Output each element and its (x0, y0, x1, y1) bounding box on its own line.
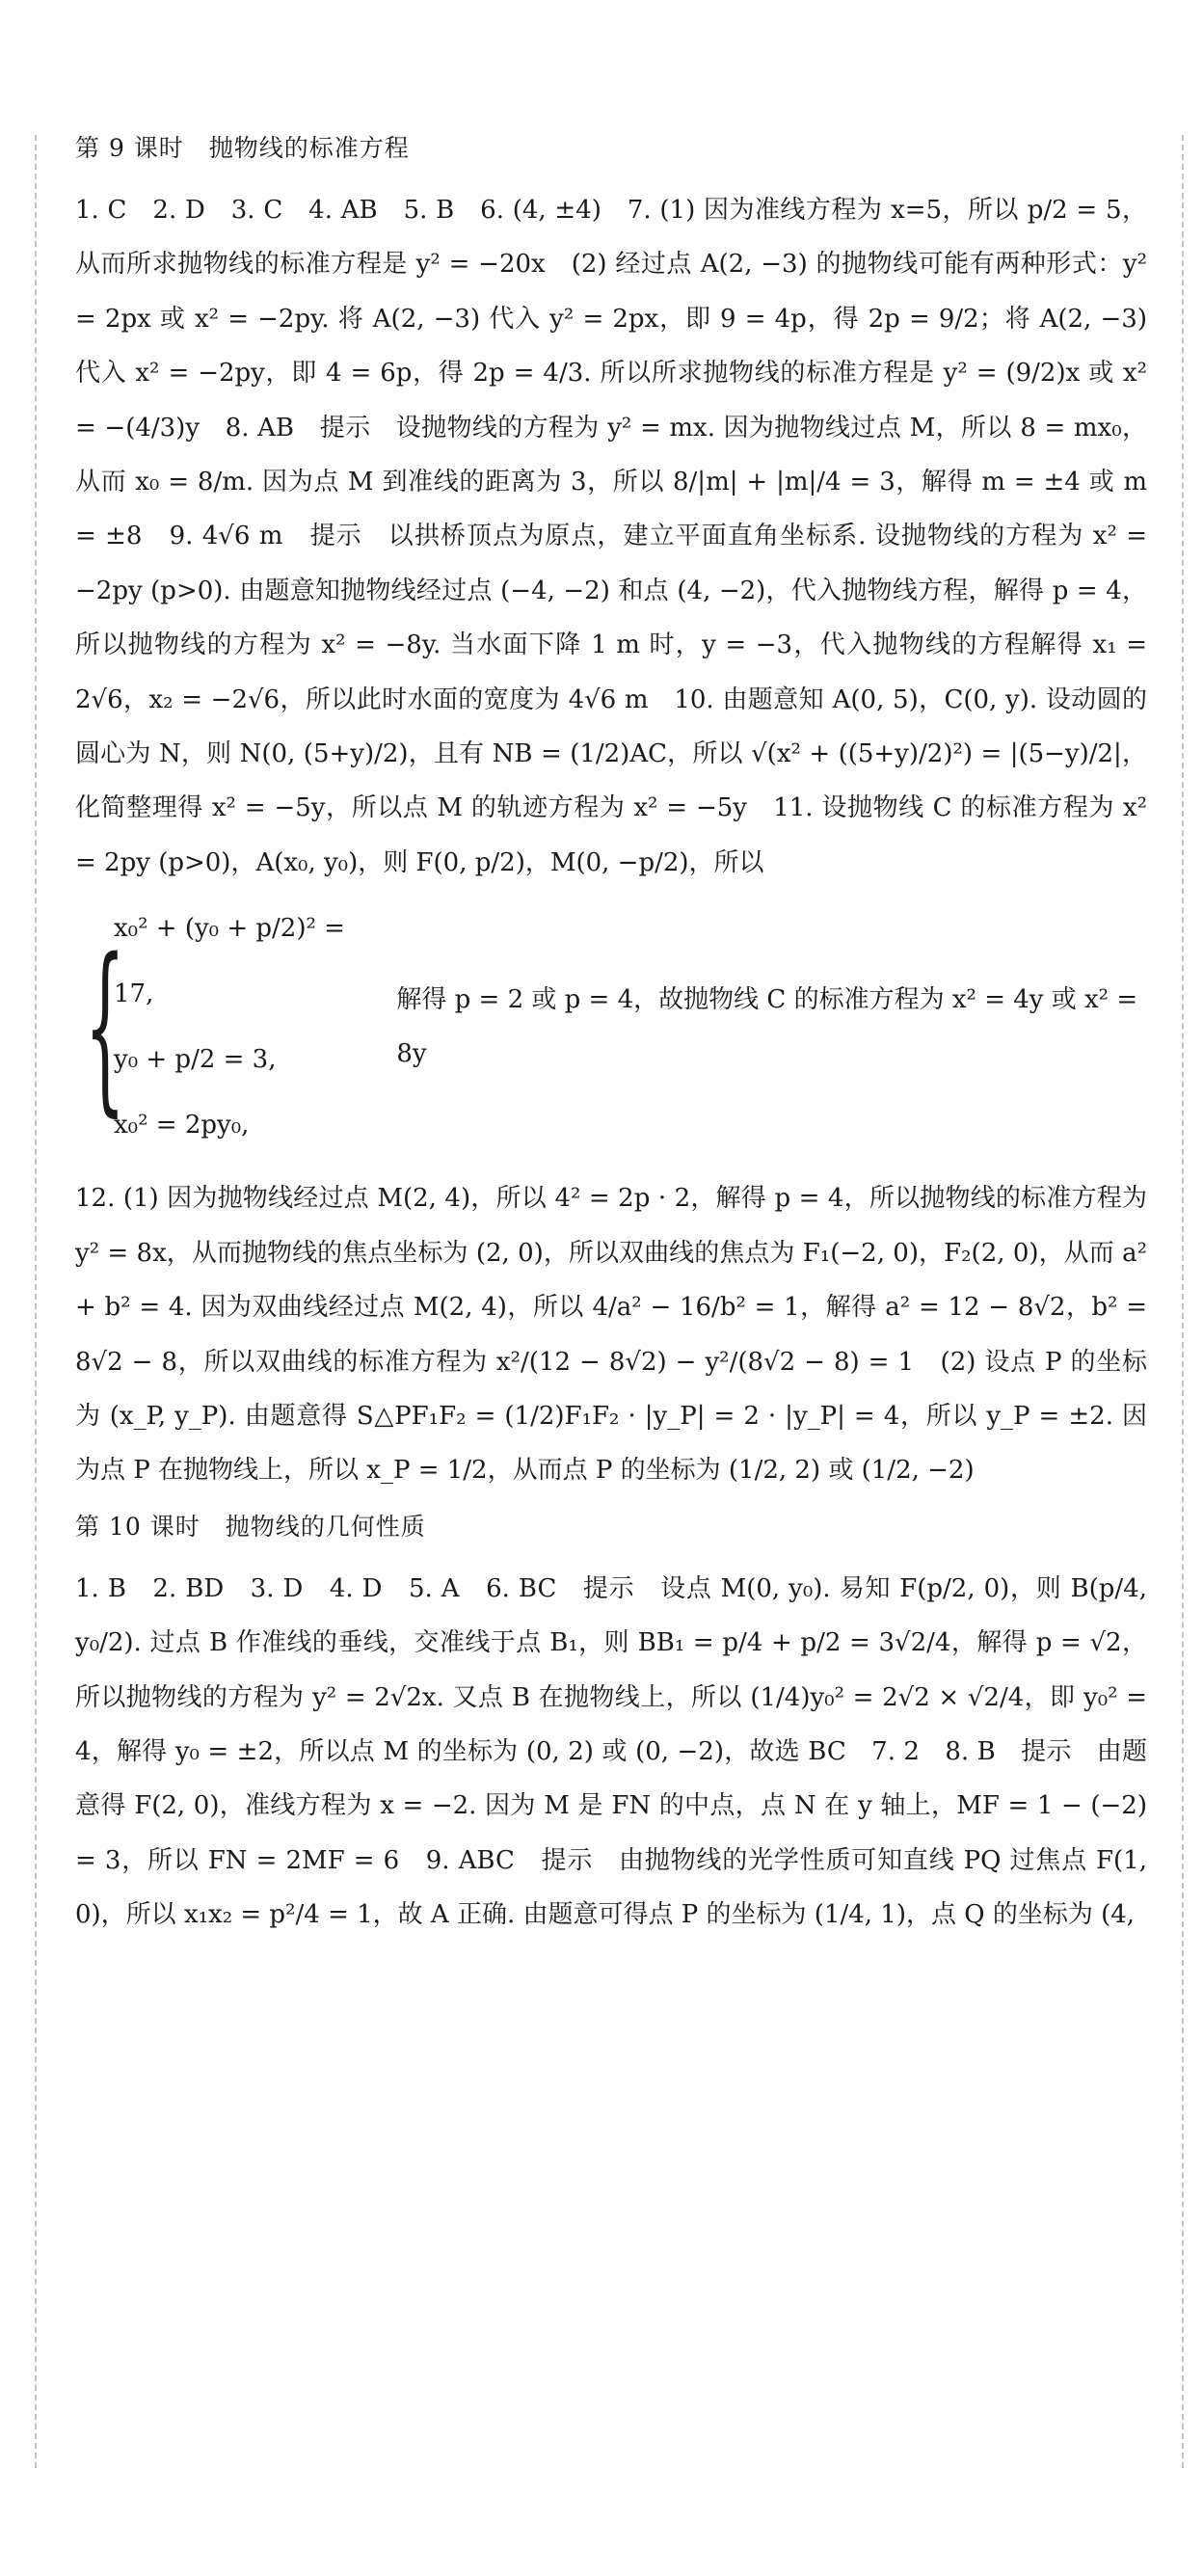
left-dashed-margin-line (35, 135, 37, 2468)
equation-system-block (75, 896, 1147, 1158)
lesson-9-answers-part-2: 12. (1) 因为抛物线经过点 M(2, 4)，所以 4² = 2p · 2，解得 p = 4，所以抛物线的标准方程为 y² = 8x，从而抛物线的焦点坐标为 (2, 0)，所以双曲线的焦点为 F₁(−2, 0)，F₂(2, 0)，从而 a² + b² = 4. 因为双曲线经过点 M(2, 4)，所以 4/a² − 16/b² = 1，解得 a² = 12 − 8√2，b² = 8√2 − 8，所以双曲线的标准方程为 x²/(12 − 8√2) − y²/(8√2 − 8) = 1 (2) 设点 P 的坐标为 (x_P, y_P). 由题意得 S△PF₁F₂ = (1/2)F₁F₂ · |y_P| = 2 · |y_P| = 4，所以 y_P = ±2. 因为点 P 在抛物线上，所以 x_P = 1/2，从而点 P 的坐标为 (1/2, 2) 或 (1/2, −2) (75, 1184, 1147, 1486)
equation-line-3: x₀² = 2py₀, (114, 1111, 250, 1140)
equation-line-1: x₀² + (y₀ + p/2)² = 17, (114, 914, 345, 1009)
left-brace: { (84, 920, 126, 1134)
page-content (75, 123, 1147, 1943)
lesson-9-title: 第 9 课时 抛物线的标准方程 (75, 134, 410, 162)
equation-system-solution: 解得 p = 2 或 p = 4，故抛物线 C 的标准方程为 x² = 4y 或 x² = 8y (396, 985, 1138, 1069)
lesson-10-answers: 1. B 2. BD 3. D 4. D 5. A 6. BC 提示 设点 M(0, y₀). 易知 F(p/2, 0)，则 B(p/4, y₀/2). 过点 B 作准线的垂线，交准线于点 B₁，则 BB₁ = p/4 + p/2 = 3√2/4，解得 p = √2，所以抛物线的方程为 y² = 2√2x. 又点 B 在抛物线上，所以 (1/4)y₀² = 2√2 × √2/4，即 y₀² = 4，解得 y₀ = ±2，所以点 M 的坐标为 (0, 2) 或 (0, −2)，故选 BC 7. 2 8. B 提示 由题意得 F(2, 0)，准线方程为 x = −2. 因为 M 是 FN 的中点，点 N 在 y 轴上，MF = 1 − (−2) = 3，所以 FN = 2MF = 6 9. ABC 提示 由抛物线的光学性质可知直线 PQ 过焦点 F(1, 0)，所以 x₁x₂ = p²/4 = 1，故 A 正确. 由题意可得点 P 的坐标为 (1/4, 1)，点 Q 的坐标为 (4, (75, 1573, 1147, 1930)
right-dashed-margin-line (1182, 135, 1184, 2468)
lesson-10-title: 第 10 课时 抛物线的几何性质 (75, 1512, 426, 1541)
equation-line-2: y₀ + p/2 = 3, (114, 1045, 277, 1075)
lesson-9-answers-part-1: 1. C 2. D 3. C 4. AB 5. B 6. (4, ±4) 7. (1) 因为准线方程为 x=5，所以 p/2 = 5，从而所求抛物线的标准方程是 y² = −20x (2) 经过点 A(2, −3) 的抛物线可能有两种形式：y² = 2px 或 x² = −2py. 将 A(2, −3) 代入 y² = 2px，即 9 = 4p，得 2p = 9/2；将 A(2, −3) 代入 x² = −2py，即 4 = 6p，得 2p = 4/3. 所以所求抛物线的标准方程是 y² = (9/2)x 或 x² = −(4/3)y 8. AB 提示 设抛物线的方程为 y² = mx. 因为抛物线过点 M，所以 8 = mx₀，从而 x₀ = 8/m. 因为点 M 到准线的距离为 3，所以 8/|m| + |m|/4 = 3，解得 m = ±4 或 m = ±8 9. 4√6 m 提示 以拱桥顶点为原点，建立平面直角坐标系. 设抛物线的方程为 x² = −2py (p>0). 由题意知抛物线经过点 (−4, −2) 和点 (4, −2)，代入抛物线方程，解得 p = 4，所以抛物线的方程为 x² = −8y. 当水面下降 1 m 时，y = −3，代入抛物线的方程解得 x₁ = 2√6，x₂ = −2√6，所以此时水面的宽度为 4√6 m 10. 由题意知 A(0, 5)，C(0, y). 设动圆的圆心为 N，则 N(0, (5+y)/2)，且有 NB = (1/2)AC，所以 √(x² + ((5+y)/2)²) = |(5−y)/2|，化简整理得 x² = −5y，所以点 M 的轨迹方程为 x² = −5y 11. 设抛物线 C 的标准方程为 x² = 2py (p>0)，A(x₀, y₀)，则 F(0, p/2)，M(0, −p/2)，所以 (75, 196, 1147, 877)
equation-system-lines (114, 896, 383, 1158)
